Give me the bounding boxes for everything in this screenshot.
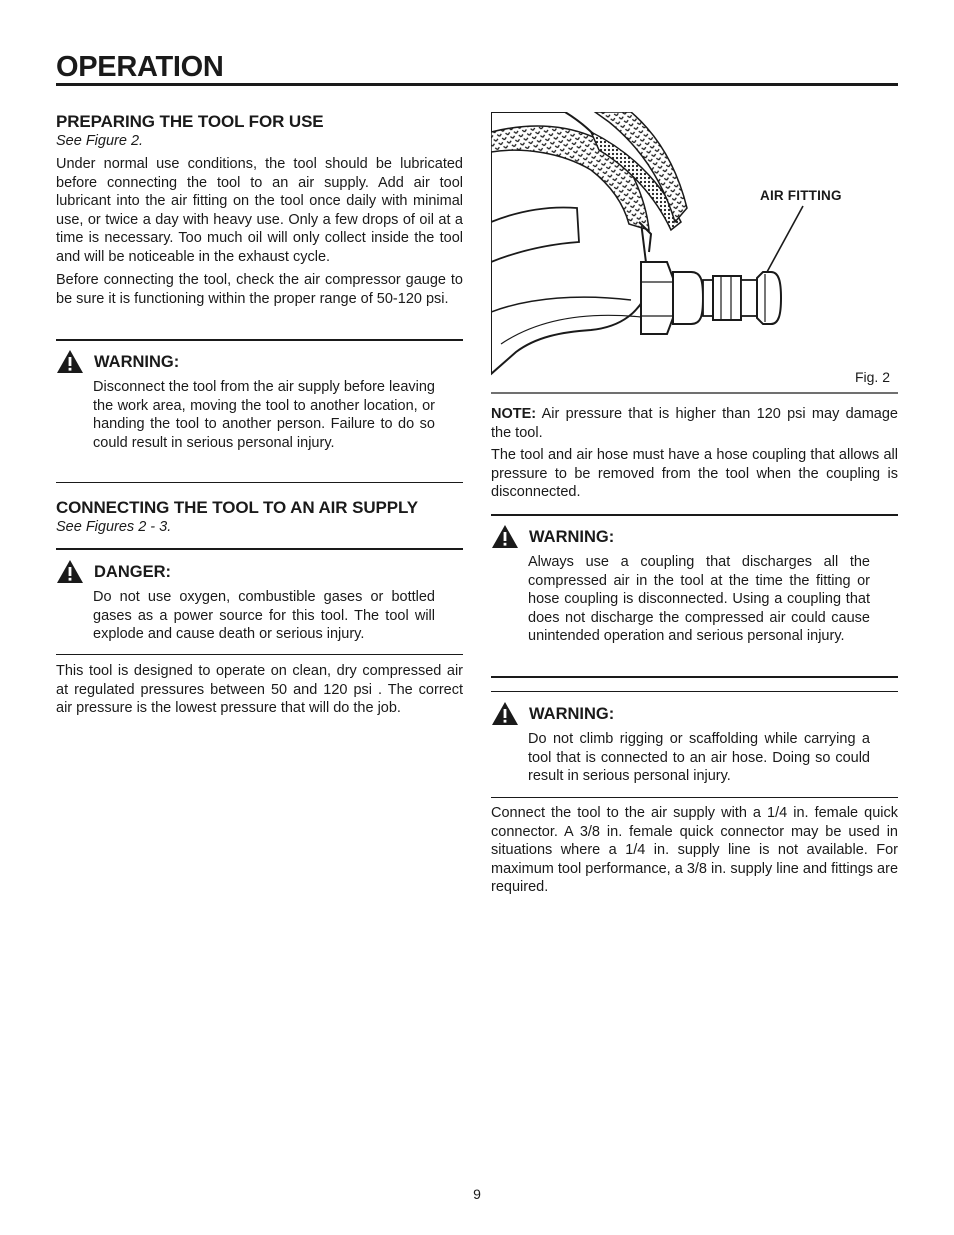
warning2-text: Always use a coupling that discharges all the compressed air in the tool at the time the fitting or hose coupling is disconnected. Using a coupling that does not discharge the compressed air could cause unintended operation and serious personal injury.	[528, 554, 870, 645]
warning2-label: WARNING:	[529, 527, 615, 546]
warning3-rule-second	[491, 691, 898, 692]
danger-header	[56, 559, 171, 584]
danger-rule-top	[56, 548, 463, 550]
danger-text: Do not use oxygen, combustible gases or bottled gases as a power source for this tool. The tool will explode and cause death or serious injury.	[93, 589, 435, 643]
air-fitting-callout: AIR FITTING	[760, 188, 842, 203]
warning-header	[56, 349, 179, 374]
warning3-rule-top	[491, 676, 898, 678]
figure-caption: Fig. 2	[854, 369, 890, 385]
warning-rule-bottom	[56, 482, 463, 483]
paragraph-compressed-air: This tool is designed to operate on clean, dry compressed air at regulated pressures between 50 and 120 psi . The correct air pressure is the lowest pressure that will do the job.	[56, 663, 463, 717]
see-figures-ref: See Figures 2 - 3.	[56, 519, 172, 535]
paragraph-quick-connector: Connect the tool to the air supply with a 1/4 in. female quick connector. A 3/8 in. female quick connector may be used in situations where a 1/4 in. supply line is not available. For maximum tool performance, a 3/8 in. supply line and fittings are required.	[491, 805, 899, 896]
warning2-triangle-icon	[491, 524, 519, 549]
warning3-label: WARNING:	[529, 704, 615, 723]
note-text: Air pressure that is higher than 120 psi may damage the tool.	[491, 406, 898, 441]
paragraph-gauge-check: Before connecting the tool, check the air compressor gauge to be sure it is functioning within the proper range of 50-120 psi.	[56, 272, 463, 307]
warning2-header	[491, 524, 614, 549]
title-rule	[56, 83, 898, 86]
paragraph-hose-coupling: The tool and air hose must have a hose coupling that allows all pressure to be removed from the tool when the coupling is disconnected.	[491, 447, 898, 501]
warning3-rule-bottom	[491, 797, 898, 798]
air-fitting-illustration	[491, 112, 898, 394]
page-title: OPERATION	[56, 51, 224, 83]
warning2-rule-top	[491, 514, 898, 516]
warning-label: WARNING:	[94, 352, 180, 371]
figure-2	[491, 112, 898, 392]
note-paragraph	[491, 405, 898, 442]
danger-label: DANGER:	[94, 562, 171, 581]
warning3-header	[491, 701, 614, 726]
paragraph-lubrication: Under normal use conditions, the tool should be lubricated before connecting the tool to an air supply. Add air tool lubricant into the air fitting on the tool once daily with minimal use, or twice a day with heavy use. Only a few drops of oil at a time is necessary. Too much oil will only collect inside the tool and will be noticeable in the exhaust cycle.	[56, 156, 463, 265]
section-heading-connecting: CONNECTING THE TOOL TO AN AIR SUPPLY	[56, 498, 418, 517]
page-number: 9	[473, 1186, 481, 1202]
see-figure-ref: See Figure 2.	[56, 133, 144, 149]
danger-rule-bottom	[56, 654, 463, 655]
warning-triangle-icon	[56, 349, 84, 374]
warning-text: Disconnect the tool from the air supply before leaving the work area, moving the tool to another location, or handing the tool to another person. Failure to do so could result in serious personal injury.	[93, 379, 435, 451]
danger-triangle-icon	[56, 559, 84, 584]
note-label: NOTE:	[491, 406, 537, 422]
section-heading-preparing: PREPARING THE TOOL FOR USE	[56, 112, 324, 131]
warning3-triangle-icon	[491, 701, 519, 726]
warning-rule-top	[56, 339, 463, 341]
warning3-text: Do not climb rigging or scaffolding while carrying a tool that is connected to an air hose. Doing so could result in serious personal injury.	[528, 731, 870, 785]
